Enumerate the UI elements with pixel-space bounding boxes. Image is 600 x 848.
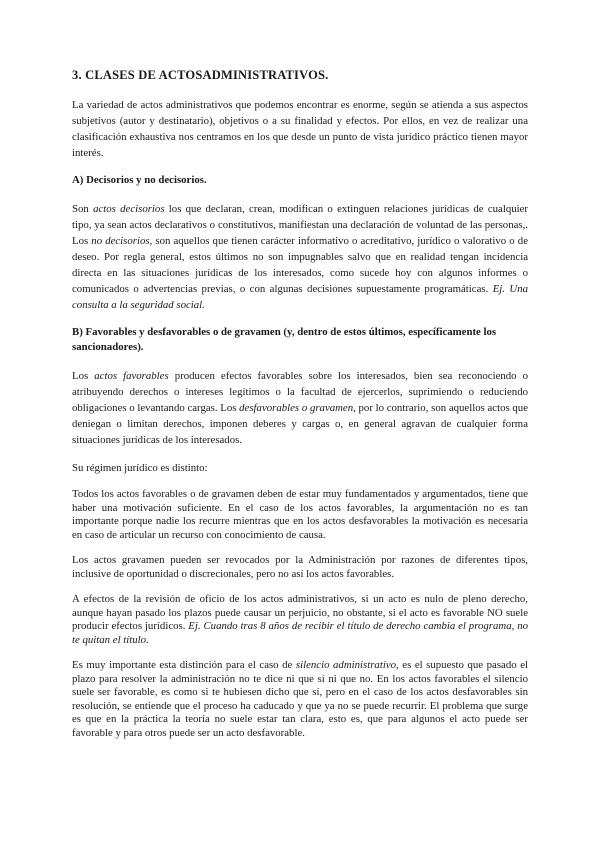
page-title: 3. CLASES DE ACTOSADMINISTRATIVOS.: [72, 68, 329, 82]
intro-paragraph: La variedad de actos administrativos que podemos encontrar es enorme, según se atienda a sus aspectos subjetivos (autor y destinatario), objetivos o a su finalidad y efectos. Por ellos, en vez de realizar una clasificación exhaustiva nos centramos en los que desde un punto de vista jurídico práctico tienen mayor interés.: [72, 99, 528, 159]
efectos-paragraph: A efectos de la revisión de oficio de los actos administrativos, si un acto es nulo de pleno derecho, aunque hayan pasado los plazos puede causar un perjuicio, no obstante, si el acto es favorable NO suele producir efectos jurídicos. Ej. Cuando tras 8 años de recibir el título de derecho cambia el programa, no te quitan el título.: [72, 593, 528, 646]
section-a-paragraph: Son actos decisorios los que declaran, crean, modifican o extinguen relaciones jurídicas de cualquier tipo, ya sean actos declarativos o constitutivos, manifiestan una declaración de voluntad de las personas,. Los no decisorios, son aquellos que tienen carácter informativo o acreditativo, jurídico o valorativo o de deseo. Por regla general, estos últimos no son impugnables salvo que en realidad tengan incidencia directa en las situaciones jurídicas de los interesados, como sucede hoy con algunos informes o comunicados o advertencias previas, o con algunas decisiones supuestamente programáticas. Ej. Una consulta a la seguridad social.: [72, 203, 528, 311]
term-silencio-administrativo: silencio administrativo: [295, 659, 397, 671]
regimen-paragraph: Su régimen jurídico es distinto:: [72, 462, 208, 474]
todos-paragraph: Todos los actos favorables o de gravamen deben de estar muy fundamentados y argumentados, tiene que haber una motivación suficiente. En el caso de los actos favorables, la argumentación no es tan importante porque nadie los recurre mientras que en los actos desfavorables la motivación es necesaria en caso de articular un recurso con conocimiento de causa.: [72, 488, 528, 541]
example-text: Ej. Cuando tras 8 años de recibir el título de derecho cambia el programa, no te quitan el título.: [72, 620, 528, 646]
term-desfavorables: desfavorables o gravamen: [239, 402, 354, 414]
silencio-paragraph: Es muy importante esta distinción para el caso de silencio administrativo, es el supuesto que pasado el plazo para resolver la administración no te dice ni que sí ni que no. En los actos favorables el silencio suele ser favorable, es como si te hubiesen dicho que sí, pero en el caso de los actos desfavorables sin resolución, se entiende que el proceso ha caducado y que ya no se puede recurrir. El problema que surge es que en la práctica la teoría no suele estar tan clara, esto es, que para algunos el acto puede ser favorable y para otros puede ser un acto desfavorable.: [72, 659, 528, 739]
section-a-heading: A) Decisorios y no decisorios.: [72, 174, 207, 186]
gravamen-paragraph: Los actos gravamen pueden ser revocados por la Administración por razones de diferentes tipos, inclusive de oportunidad o discrecionales, pero no así los actos favorables.: [72, 554, 528, 580]
section-b-heading: B) Favorables y desfavorables o de gravamen (y, dentro de estos últimos, específicamente los sancionadores).: [72, 326, 497, 353]
term-no-decisorios: no decisorios: [91, 235, 150, 247]
term-actos-favorables: actos favorables: [94, 370, 169, 382]
term-actos-decisorios: actos decisorios: [93, 203, 165, 215]
example-text: Ej. Una consulta a la seguridad social.: [72, 283, 528, 311]
section-b-paragraph: Los actos favorables producen efectos favorables sobre los interesados, bien sea reconociendo o atribuyendo derechos o intereses legítimos o la facultad de ejercerlos, suprimiendo o reduciendo obligaciones o levantando cargas. Los desfavorables o gravamen, por lo contrario, son aquellos actos que deniegan o limitan derechos, imponen deberes y cargas o, en general agravan de cualquier forma situaciones jurídicas de los interesados.: [72, 370, 528, 446]
